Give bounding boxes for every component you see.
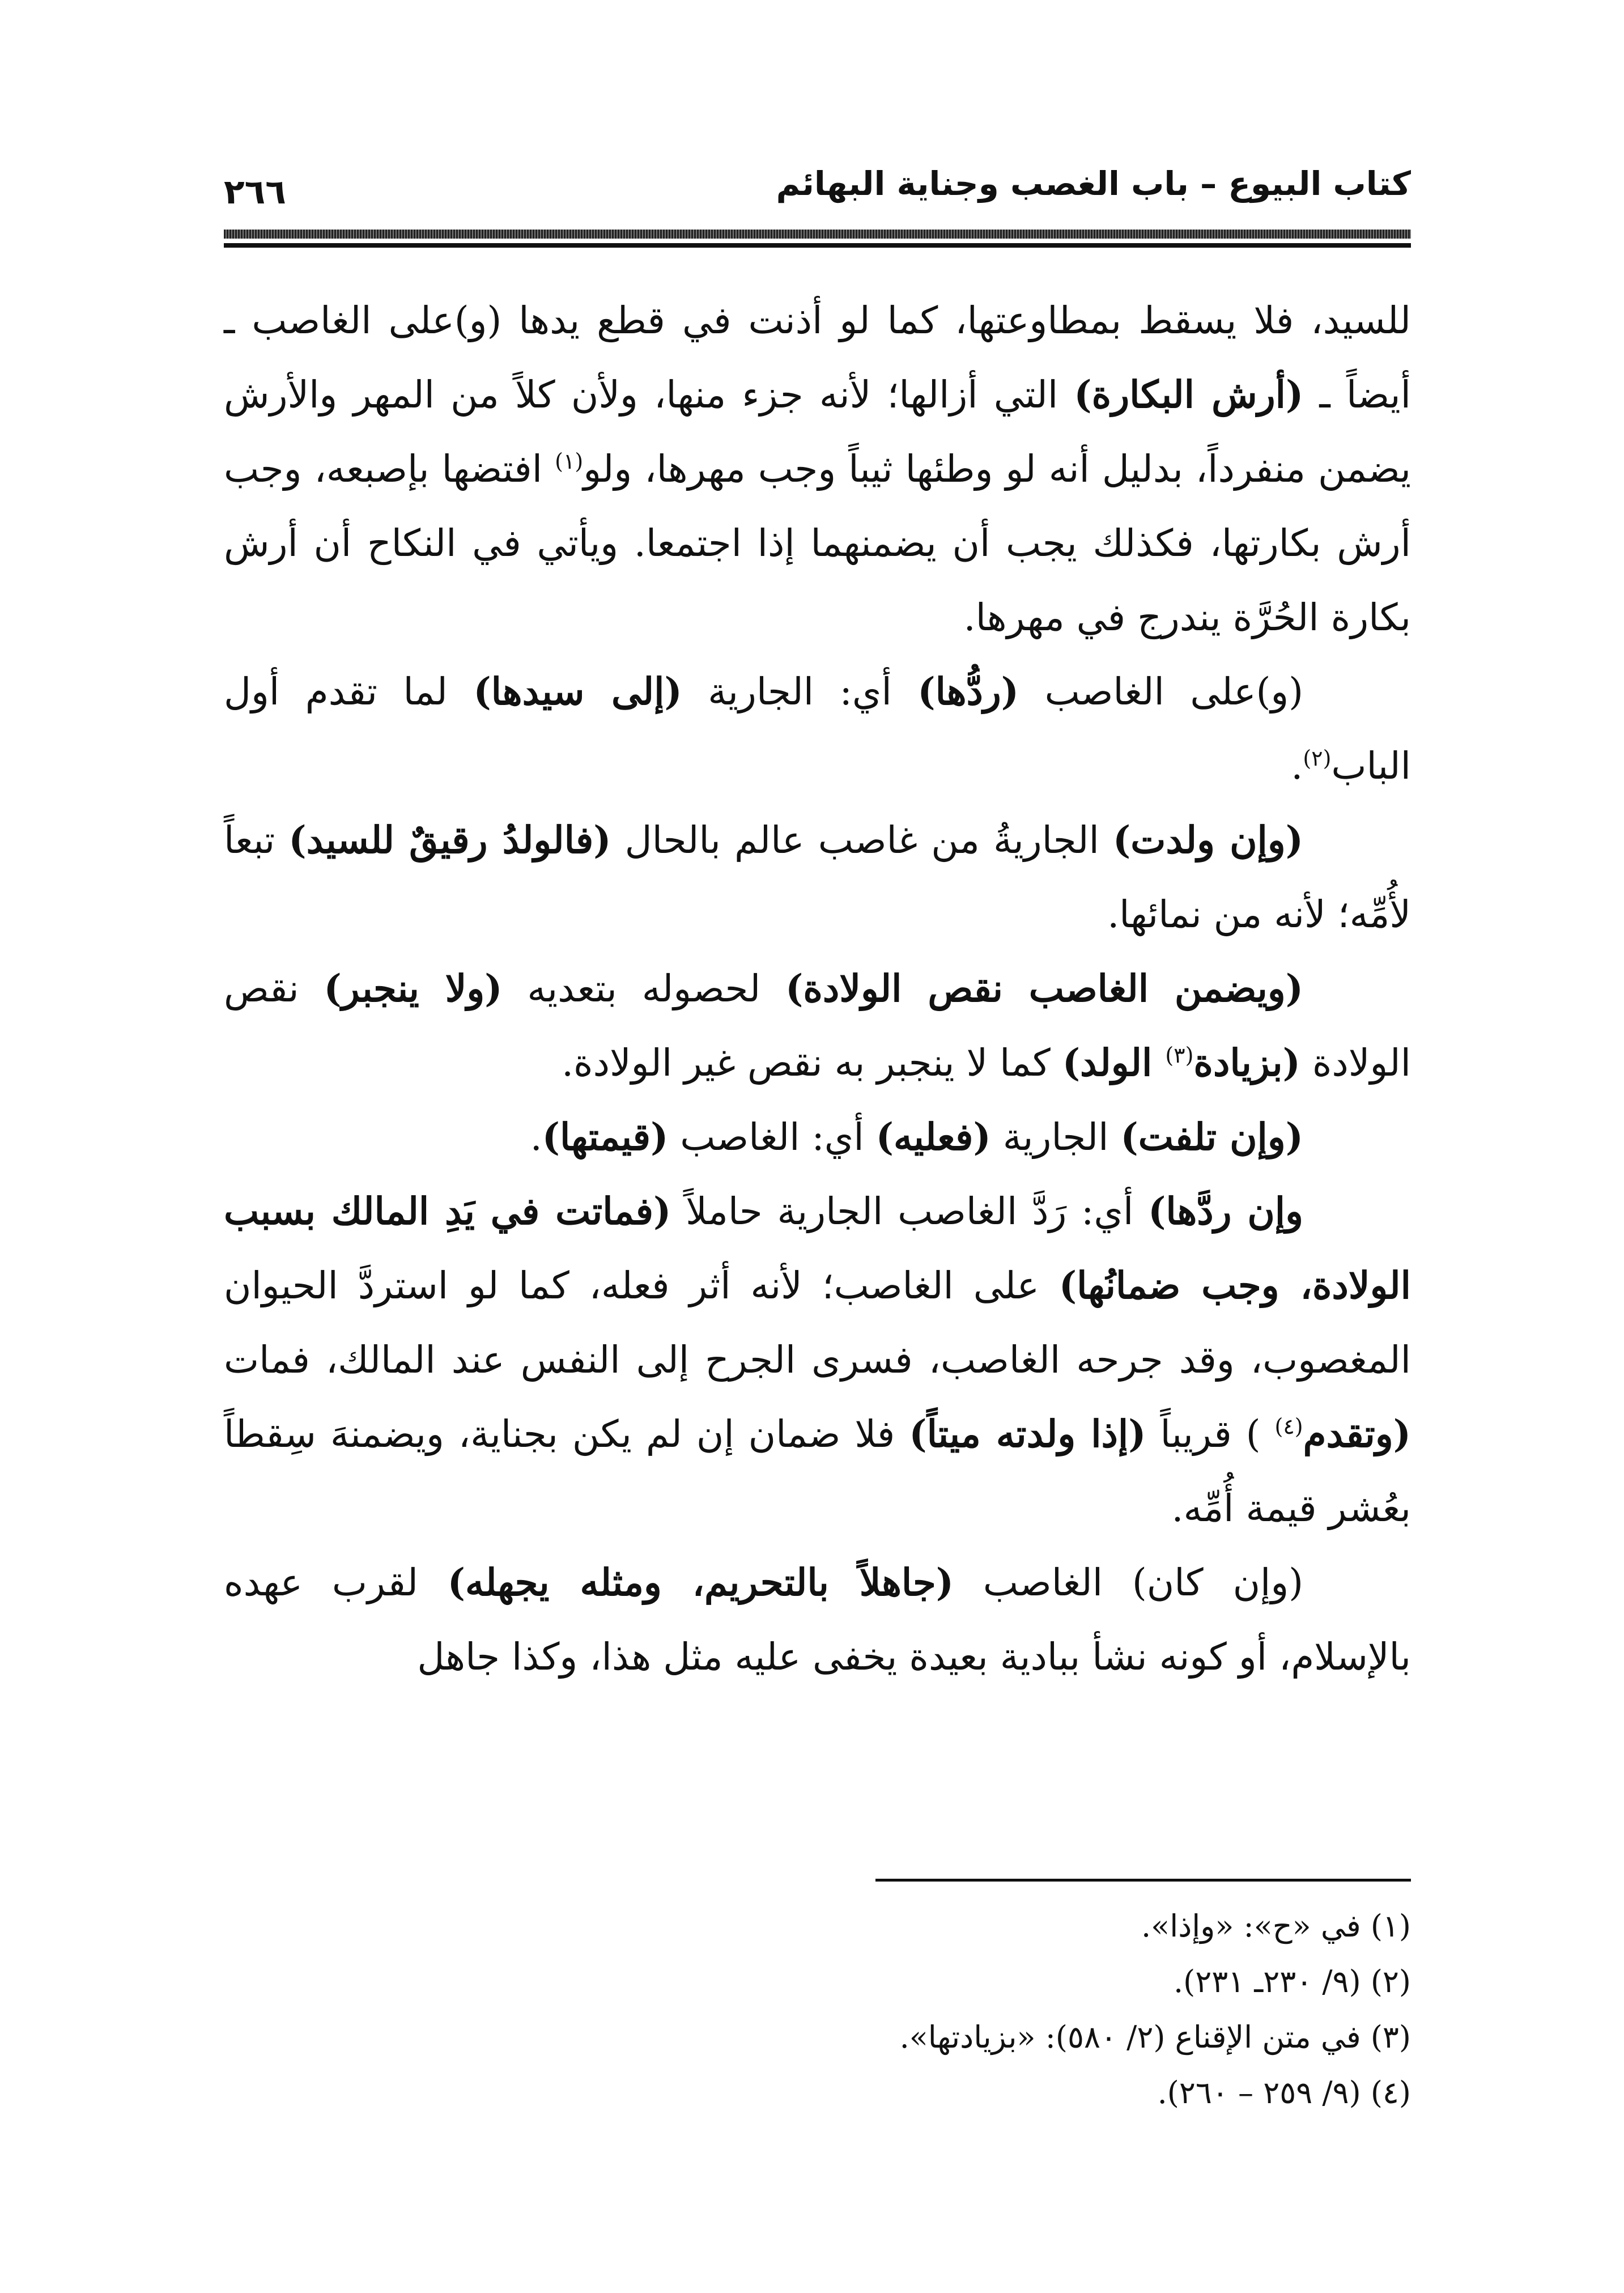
bold-term: (أرش البكارة)	[1074, 372, 1304, 417]
footnotes	[224, 1899, 1411, 2121]
paragraph-5	[224, 1100, 1411, 1174]
text-run: أي: الغاصب	[668, 1115, 876, 1159]
text-run: التي أزالها؛ لأنه جزء منها، ولأن كلاً من المهر والأرش يضمن منفرداً، بدليل أنه لو وطئها ثيباً وجب مهرها، ولو	[224, 373, 1411, 491]
footnote-ref: (١)	[555, 449, 584, 474]
text-run: لما تقدم أول الباب	[224, 670, 1411, 788]
text-run: فلا ضمان إن لم يكن بجناية، ويضمنهَ سِقطاً بعُشر قيمة أُمِّه.	[224, 1412, 1411, 1530]
text-run: لحصوله بتعديه	[502, 967, 786, 1010]
text-run: نقص الولادة	[224, 967, 1411, 1085]
header-rule-decorative	[224, 230, 1411, 239]
header-rule	[224, 243, 1411, 248]
footnote-4: (٤) (٩/ ٢٥٩ – ٢٦٠).	[1157, 2075, 1411, 2111]
bold-term: (جاهلاً بالتحريم، ومثله يجهله)	[447, 1560, 954, 1604]
footnote-2: (٢) (٩/ ٢٣٠ـ ٢٣١).	[1173, 1964, 1411, 1999]
bold-term: (قيمتها)	[542, 1115, 669, 1159]
text-run: ) قريباً	[1146, 1412, 1275, 1456]
bold-term: (فماتت في يَدِ المالك بسبب الولادة، وجب ضمانُها)	[224, 1189, 1412, 1307]
bold-term: (ردُّها)	[917, 669, 1019, 714]
main-text	[224, 283, 1411, 1694]
footnote-separator	[875, 1879, 1411, 1882]
bold-term: وإن ردَّها)	[1148, 1189, 1303, 1233]
text-run: الجارية	[990, 1115, 1121, 1159]
bold-term: (إذا ولدته ميتاً)	[909, 1412, 1146, 1456]
text-run: كما لا ينجبر به نقص غير الولادة.	[562, 1041, 1062, 1085]
bold-term: (إلى سيدها)	[473, 669, 682, 714]
text-run: أي: رَدَّ الغاصب الجارية حاملاً	[671, 1190, 1149, 1233]
paragraph-2	[224, 655, 1411, 803]
text-run: .	[1291, 744, 1303, 788]
footnote-3: (٣) في متن الإقناع (٢/ ٥٨٠): «بزيادتها».	[899, 2019, 1411, 2055]
text-run: لقرب عهده بالإسلام، أو كونه نشأ ببادية بعيدة يخفى عليه مثل هذا، وكذا جاهل	[224, 1561, 1411, 1679]
paragraph-6	[224, 1174, 1411, 1545]
text-run: تبعاً لأُمِّه؛ لأنه من نمائها.	[224, 818, 1411, 936]
footnote-ref: (٤)	[1274, 1414, 1303, 1439]
paragraph-3	[224, 803, 1411, 952]
text-run: للسيد، فلا يسقط بمطاوعتها، كما لو أذنت في قطع يدها (و)على الغاصب ـ أيضاً ـ	[224, 299, 1411, 417]
bold-term: (وإن تلفت)	[1120, 1115, 1303, 1159]
text-run: افتضها بإصبعه، وجب أرش بكارتها، فكذلك يجب أن يضمنهما إذا اجتمعا. ويأتي في النكاح أن أرش بكارة الحُرَّة يندرج في مهرها.	[224, 447, 1411, 639]
footnote-1: (١) في «ح»: «وإذا».	[1141, 1908, 1411, 1944]
bold-term: (ولا ينجبر)	[324, 966, 503, 1010]
paragraph-7	[224, 1545, 1411, 1694]
footnote-ref: (٢)	[1303, 746, 1332, 771]
bold-term: الولد)	[1062, 1041, 1166, 1085]
text-run: أي: الجارية	[682, 670, 918, 714]
text-run: الجاريةُ من غاصب عالم بالحال	[611, 818, 1113, 862]
text-run: على الغاصب؛ لأنه أثر فعله، كما لو استردَّ الحيوان المغصوب، وقد جرحه الغاصب، فسرى الجرح إلى النفس عند المالك، فمات	[224, 1264, 1411, 1382]
text-run: (وإن كان) الغاصب	[954, 1561, 1303, 1604]
bold-term: (ويضمن الغاصب نقص الولادة)	[785, 966, 1304, 1010]
page-number: ٢٦٦	[224, 172, 286, 212]
bold-term: (بزيادة	[1193, 1041, 1300, 1085]
header-title: كتاب البيوع – باب الغصب وجناية البهائم	[776, 164, 1411, 203]
bold-term: (فالولدُ رقيقٌ للسيد)	[288, 818, 611, 862]
text-run: .	[530, 1115, 542, 1159]
running-header	[224, 164, 1411, 215]
bold-term: (وتقدم	[1303, 1412, 1411, 1456]
bold-term: (وإن ولدت)	[1112, 818, 1303, 862]
text-run: (و)على الغاصب	[1019, 670, 1303, 714]
paragraph-4	[224, 952, 1411, 1100]
footnote-ref: (٣)	[1165, 1043, 1194, 1068]
bold-term: (فعليه)	[875, 1115, 991, 1159]
paragraph-1	[224, 283, 1411, 655]
